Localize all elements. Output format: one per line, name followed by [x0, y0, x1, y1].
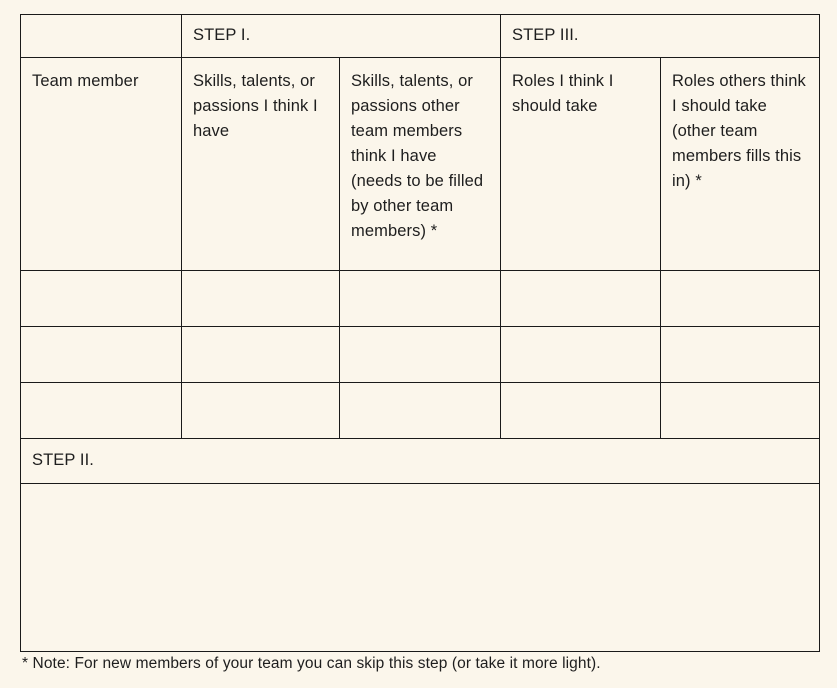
step-2-header: STEP II.	[21, 439, 820, 484]
empty-cell-skills-self[interactable]	[182, 327, 340, 383]
header-team-member: Team member	[21, 58, 182, 271]
step-1-header: STEP I.	[182, 15, 501, 58]
empty-cell-team-member[interactable]	[21, 271, 182, 327]
step-3-header: STEP III.	[501, 15, 820, 58]
header-skills-others: Skills, talents, or passions other team members think I have (needs to be filled by other team members) *	[340, 58, 501, 271]
empty-cell-team-member[interactable]	[21, 383, 182, 439]
empty-cell-skills-self[interactable]	[182, 383, 340, 439]
team-roles-worksheet-table	[20, 14, 820, 652]
step-2-header-row	[21, 439, 820, 484]
fill-in-row	[21, 271, 820, 327]
step-header-row	[21, 15, 820, 58]
header-roles-self: Roles I think I should take	[501, 58, 661, 271]
empty-cell-roles-self[interactable]	[501, 383, 661, 439]
empty-cell-skills-others[interactable]	[340, 327, 501, 383]
empty-cell-roles-others[interactable]	[661, 327, 820, 383]
empty-cell-skills-others[interactable]	[340, 383, 501, 439]
corner-blank-cell	[21, 15, 182, 58]
empty-cell-skills-others[interactable]	[340, 271, 501, 327]
empty-cell-roles-others[interactable]	[661, 383, 820, 439]
step-2-workspace-cell[interactable]	[21, 484, 820, 652]
footnote: * Note: For new members of your team you can skip this step (or take it more light).	[22, 655, 601, 672]
empty-cell-roles-self[interactable]	[501, 327, 661, 383]
empty-cell-roles-others[interactable]	[661, 271, 820, 327]
fill-in-row	[21, 383, 820, 439]
header-roles-others: Roles others think I should take (other team members fills this in) *	[661, 58, 820, 271]
fill-in-row	[21, 327, 820, 383]
empty-cell-roles-self[interactable]	[501, 271, 661, 327]
column-headers-row	[21, 58, 820, 271]
empty-cell-team-member[interactable]	[21, 327, 182, 383]
step-2-workspace-row	[21, 484, 820, 652]
header-skills-self: Skills, talents, or passions I think I have	[182, 58, 340, 271]
empty-cell-skills-self[interactable]	[182, 271, 340, 327]
